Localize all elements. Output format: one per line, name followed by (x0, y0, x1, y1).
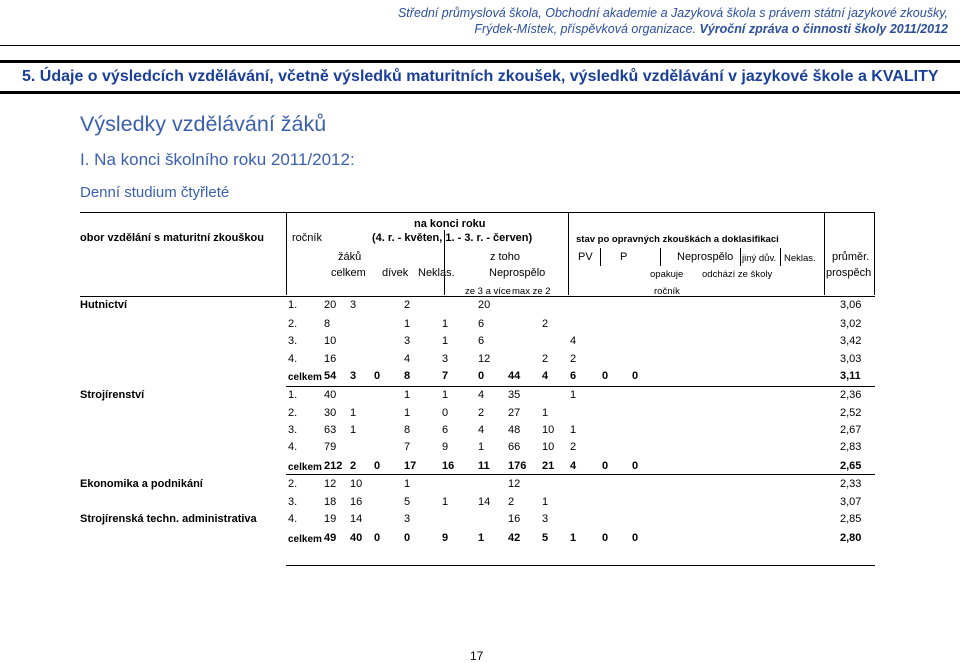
row-prumer: 2,80 (840, 532, 862, 544)
row-cell: 16 (442, 460, 455, 472)
page-subtitle: I. Na konci školního roku 2011/2012: (80, 150, 355, 169)
row-rocnik: 3. (288, 496, 298, 508)
study-type: Denní studium čtyřleté (80, 184, 230, 201)
table-border-p (600, 248, 601, 266)
row-cell: 4 (570, 460, 577, 472)
row-cell: 79 (324, 441, 337, 453)
row-cell: 2 (542, 353, 549, 365)
col-head-na-konci: na konci roku (414, 218, 486, 230)
row-prumer: 2,65 (840, 460, 862, 472)
row-cell: 4 (542, 370, 549, 382)
row-cell: 6 (570, 370, 577, 382)
table-border-jiny (740, 248, 741, 266)
table-border-prumer (824, 212, 825, 295)
row-cell: 1 (442, 318, 449, 330)
row-obor: Hutnictví (80, 299, 128, 311)
row-cell: 2 (478, 407, 485, 419)
row-cell: 20 (478, 299, 491, 311)
row-cell: 19 (324, 513, 337, 525)
col-head-divek: dívek (382, 267, 409, 279)
section-rule-top (0, 60, 960, 63)
row-cell: 49 (324, 532, 337, 544)
row-cell: 8 (324, 318, 331, 330)
row-cell: 0 (374, 370, 381, 382)
row-prumer: 3,11 (840, 370, 861, 382)
row-cell: 21 (542, 460, 555, 472)
section-rule-bottom (0, 91, 960, 94)
row-cell: 10 (542, 424, 555, 436)
header-line-1: Střední průmyslová škola, Obchodní akademie a Jazyková škola s právem státní jazykové zkoušky, (397, 6, 948, 20)
col-head-ze3: ze 3 a více (465, 286, 511, 297)
col-head-odchazi: odchází ze školy (702, 269, 773, 280)
row-rocnik: 2. (288, 407, 298, 419)
row-cell: 0 (602, 532, 609, 544)
row-cell: 35 (508, 389, 521, 401)
col-head-pv: PV (578, 251, 593, 263)
row-rocnik: 4. (288, 513, 298, 525)
row-prumer: 2,67 (840, 424, 862, 436)
row-cell: 4 (478, 424, 485, 436)
row-cell: 6 (442, 424, 449, 436)
row-cell: 14 (478, 496, 491, 508)
row-cell: 3 (350, 299, 357, 311)
row-cell: 6 (478, 335, 485, 347)
row-cell: 2 (404, 299, 411, 311)
row-prumer: 3,03 (840, 353, 862, 365)
col-head-max2: max ze 2 (512, 286, 551, 297)
col-head-celkem: celkem (331, 267, 366, 279)
row-cell: 1 (404, 318, 411, 330)
row-cell: 10 (324, 335, 337, 347)
row-cell: 14 (350, 513, 363, 525)
row-cell: 2 (350, 460, 357, 472)
row-rocnik: 4. (288, 441, 298, 453)
row-cell: 1 (350, 424, 357, 436)
row-cell: 0 (374, 460, 381, 472)
col-head-p: P (620, 251, 628, 263)
results-table (80, 212, 875, 612)
page-number: 17 (470, 649, 484, 663)
row-cell: 2 (542, 318, 549, 330)
row-cell: 10 (542, 441, 555, 453)
row-cell: 16 (508, 513, 521, 525)
row-cell: 42 (508, 532, 521, 544)
row-cell: 0 (478, 370, 485, 382)
row-cell: 16 (324, 353, 337, 365)
row-prumer: 3,42 (840, 335, 862, 347)
row-obor: Strojírenství (80, 389, 145, 401)
row-cell: 176 (508, 460, 527, 472)
row-cell: 3 (542, 513, 549, 525)
col-head-prumer: průměr. (832, 251, 870, 263)
table-total-rule-2 (286, 474, 875, 475)
row-cell: 0 (632, 532, 639, 544)
row-cell: 10 (350, 478, 363, 490)
table-border-stav (568, 212, 569, 295)
col-head-neklas: Neklas. (418, 267, 455, 279)
row-cell: 1 (404, 478, 411, 490)
row-rocnik: celkem (288, 462, 322, 473)
row-cell: 30 (324, 407, 337, 419)
row-cell: 2 (570, 441, 577, 453)
row-cell: 48 (508, 424, 521, 436)
row-cell: 1 (542, 407, 549, 419)
row-rocnik: 4. (288, 353, 298, 365)
row-rocnik: 1. (288, 299, 298, 311)
col-head-neprospelo: Neprospělo (489, 267, 546, 279)
row-cell: 17 (404, 460, 417, 472)
row-cell: 4 (570, 335, 577, 347)
section-title: 5. Údaje o výsledcích vzdělávání, včetně výsledků maturitních zkoušek, výsledků vzdělávání v jazykové škole a KVALITY (22, 68, 939, 85)
row-cell: 212 (324, 460, 343, 472)
header-rule (0, 45, 960, 46)
row-cell: 16 (350, 496, 363, 508)
row-rocnik: 3. (288, 424, 298, 436)
row-prumer: 2,83 (840, 441, 862, 453)
row-cell: 40 (324, 389, 337, 401)
col-head-neklas2: Neklas. (784, 253, 816, 264)
row-cell: 4 (404, 353, 411, 365)
row-cell: 5 (404, 496, 411, 508)
page-title: Výsledky vzdělávání žáků (80, 112, 327, 136)
row-cell: 12 (324, 478, 337, 490)
col-head-neprospelo2: Neprospělo (677, 251, 734, 263)
table-border-neprospelo (660, 248, 661, 266)
table-border-right (874, 212, 875, 295)
row-cell: 66 (508, 441, 521, 453)
row-cell: 1 (542, 496, 549, 508)
row-obor: Ekonomika a podnikání (80, 478, 203, 490)
table-total-rule-3 (286, 565, 875, 566)
row-cell: 1 (404, 389, 411, 401)
col-head-prospech: prospěch (826, 267, 872, 279)
row-obor: Strojírenská techn. administrativa (80, 513, 257, 525)
table-border-neklas2 (780, 248, 781, 266)
row-cell: 1 (570, 424, 577, 436)
col-head-jiny-duv: jiný dův. (742, 253, 777, 264)
row-cell: 11 (478, 460, 490, 472)
row-cell: 1 (442, 496, 449, 508)
row-cell: 3 (442, 353, 449, 365)
row-cell: 40 (350, 532, 363, 544)
row-rocnik: 2. (288, 318, 298, 330)
row-cell: 7 (404, 441, 411, 453)
row-cell: 3 (404, 335, 411, 347)
row-cell: 8 (404, 424, 411, 436)
col-head-stav: stav po opravných zkouškách a doklasifikaci (576, 234, 779, 245)
row-cell: 1 (442, 335, 449, 347)
row-cell: 12 (508, 478, 521, 490)
row-cell: 8 (404, 370, 411, 382)
row-cell: 0 (602, 370, 609, 382)
row-cell: 9 (442, 532, 449, 544)
col-head-obdobi: (4. r. - květen, 1. - 3. r. - červen) (372, 232, 533, 244)
col-head-obor: obor vzdělání s maturitní zkouškou (80, 232, 264, 244)
row-cell: 3 (404, 513, 411, 525)
row-cell: 7 (442, 370, 449, 382)
row-cell: 27 (508, 407, 521, 419)
row-cell: 0 (374, 532, 381, 544)
header-line-2: Frýdek-Místek, příspěvková organizace. Výroční zpráva o činnosti školy 2011/2012 (474, 22, 948, 36)
row-cell: 1 (404, 407, 411, 419)
row-prumer: 3,02 (840, 318, 862, 330)
row-cell: 0 (602, 460, 609, 472)
row-cell: 1 (350, 407, 357, 419)
row-prumer: 2,85 (840, 513, 862, 525)
row-prumer: 3,06 (840, 299, 862, 311)
row-rocnik: 3. (288, 335, 298, 347)
col-head-zaku: žáků (338, 251, 362, 263)
row-cell: 0 (632, 460, 639, 472)
row-cell: 5 (542, 532, 549, 544)
row-cell: 1 (478, 532, 485, 544)
row-rocnik: celkem (288, 534, 322, 545)
row-cell: 54 (324, 370, 337, 382)
row-prumer: 3,07 (840, 496, 862, 508)
row-cell: 63 (324, 424, 337, 436)
row-cell: 1 (478, 441, 485, 453)
col-head-z-toho: z toho (490, 251, 520, 263)
row-prumer: 2,52 (840, 407, 862, 419)
row-prumer: 2,33 (840, 478, 862, 490)
row-cell: 18 (324, 496, 337, 508)
row-cell: 1 (442, 389, 449, 401)
row-rocnik: 2. (288, 478, 298, 490)
col-head-rocnik2: ročník (654, 286, 680, 297)
row-rocnik: 1. (288, 389, 298, 401)
row-cell: 2 (570, 353, 577, 365)
table-border-rocnik (286, 212, 287, 295)
row-cell: 2 (508, 496, 515, 508)
row-cell: 6 (478, 318, 485, 330)
col-head-rocnik: ročník (292, 232, 322, 244)
col-head-opakuje: opakuje (650, 269, 684, 280)
row-prumer: 2,36 (840, 389, 862, 401)
row-cell: 1 (570, 532, 577, 544)
row-cell: 0 (404, 532, 411, 544)
row-cell: 1 (570, 389, 577, 401)
row-cell: 44 (508, 370, 521, 382)
row-cell: 0 (442, 407, 449, 419)
row-cell: 12 (478, 353, 491, 365)
row-cell: 3 (350, 370, 357, 382)
row-cell: 9 (442, 441, 449, 453)
table-total-rule-1 (286, 386, 875, 387)
table-top-border (80, 212, 875, 213)
row-cell: 0 (632, 370, 639, 382)
row-cell: 4 (478, 389, 485, 401)
row-cell: 20 (324, 299, 337, 311)
row-rocnik: celkem (288, 372, 322, 383)
